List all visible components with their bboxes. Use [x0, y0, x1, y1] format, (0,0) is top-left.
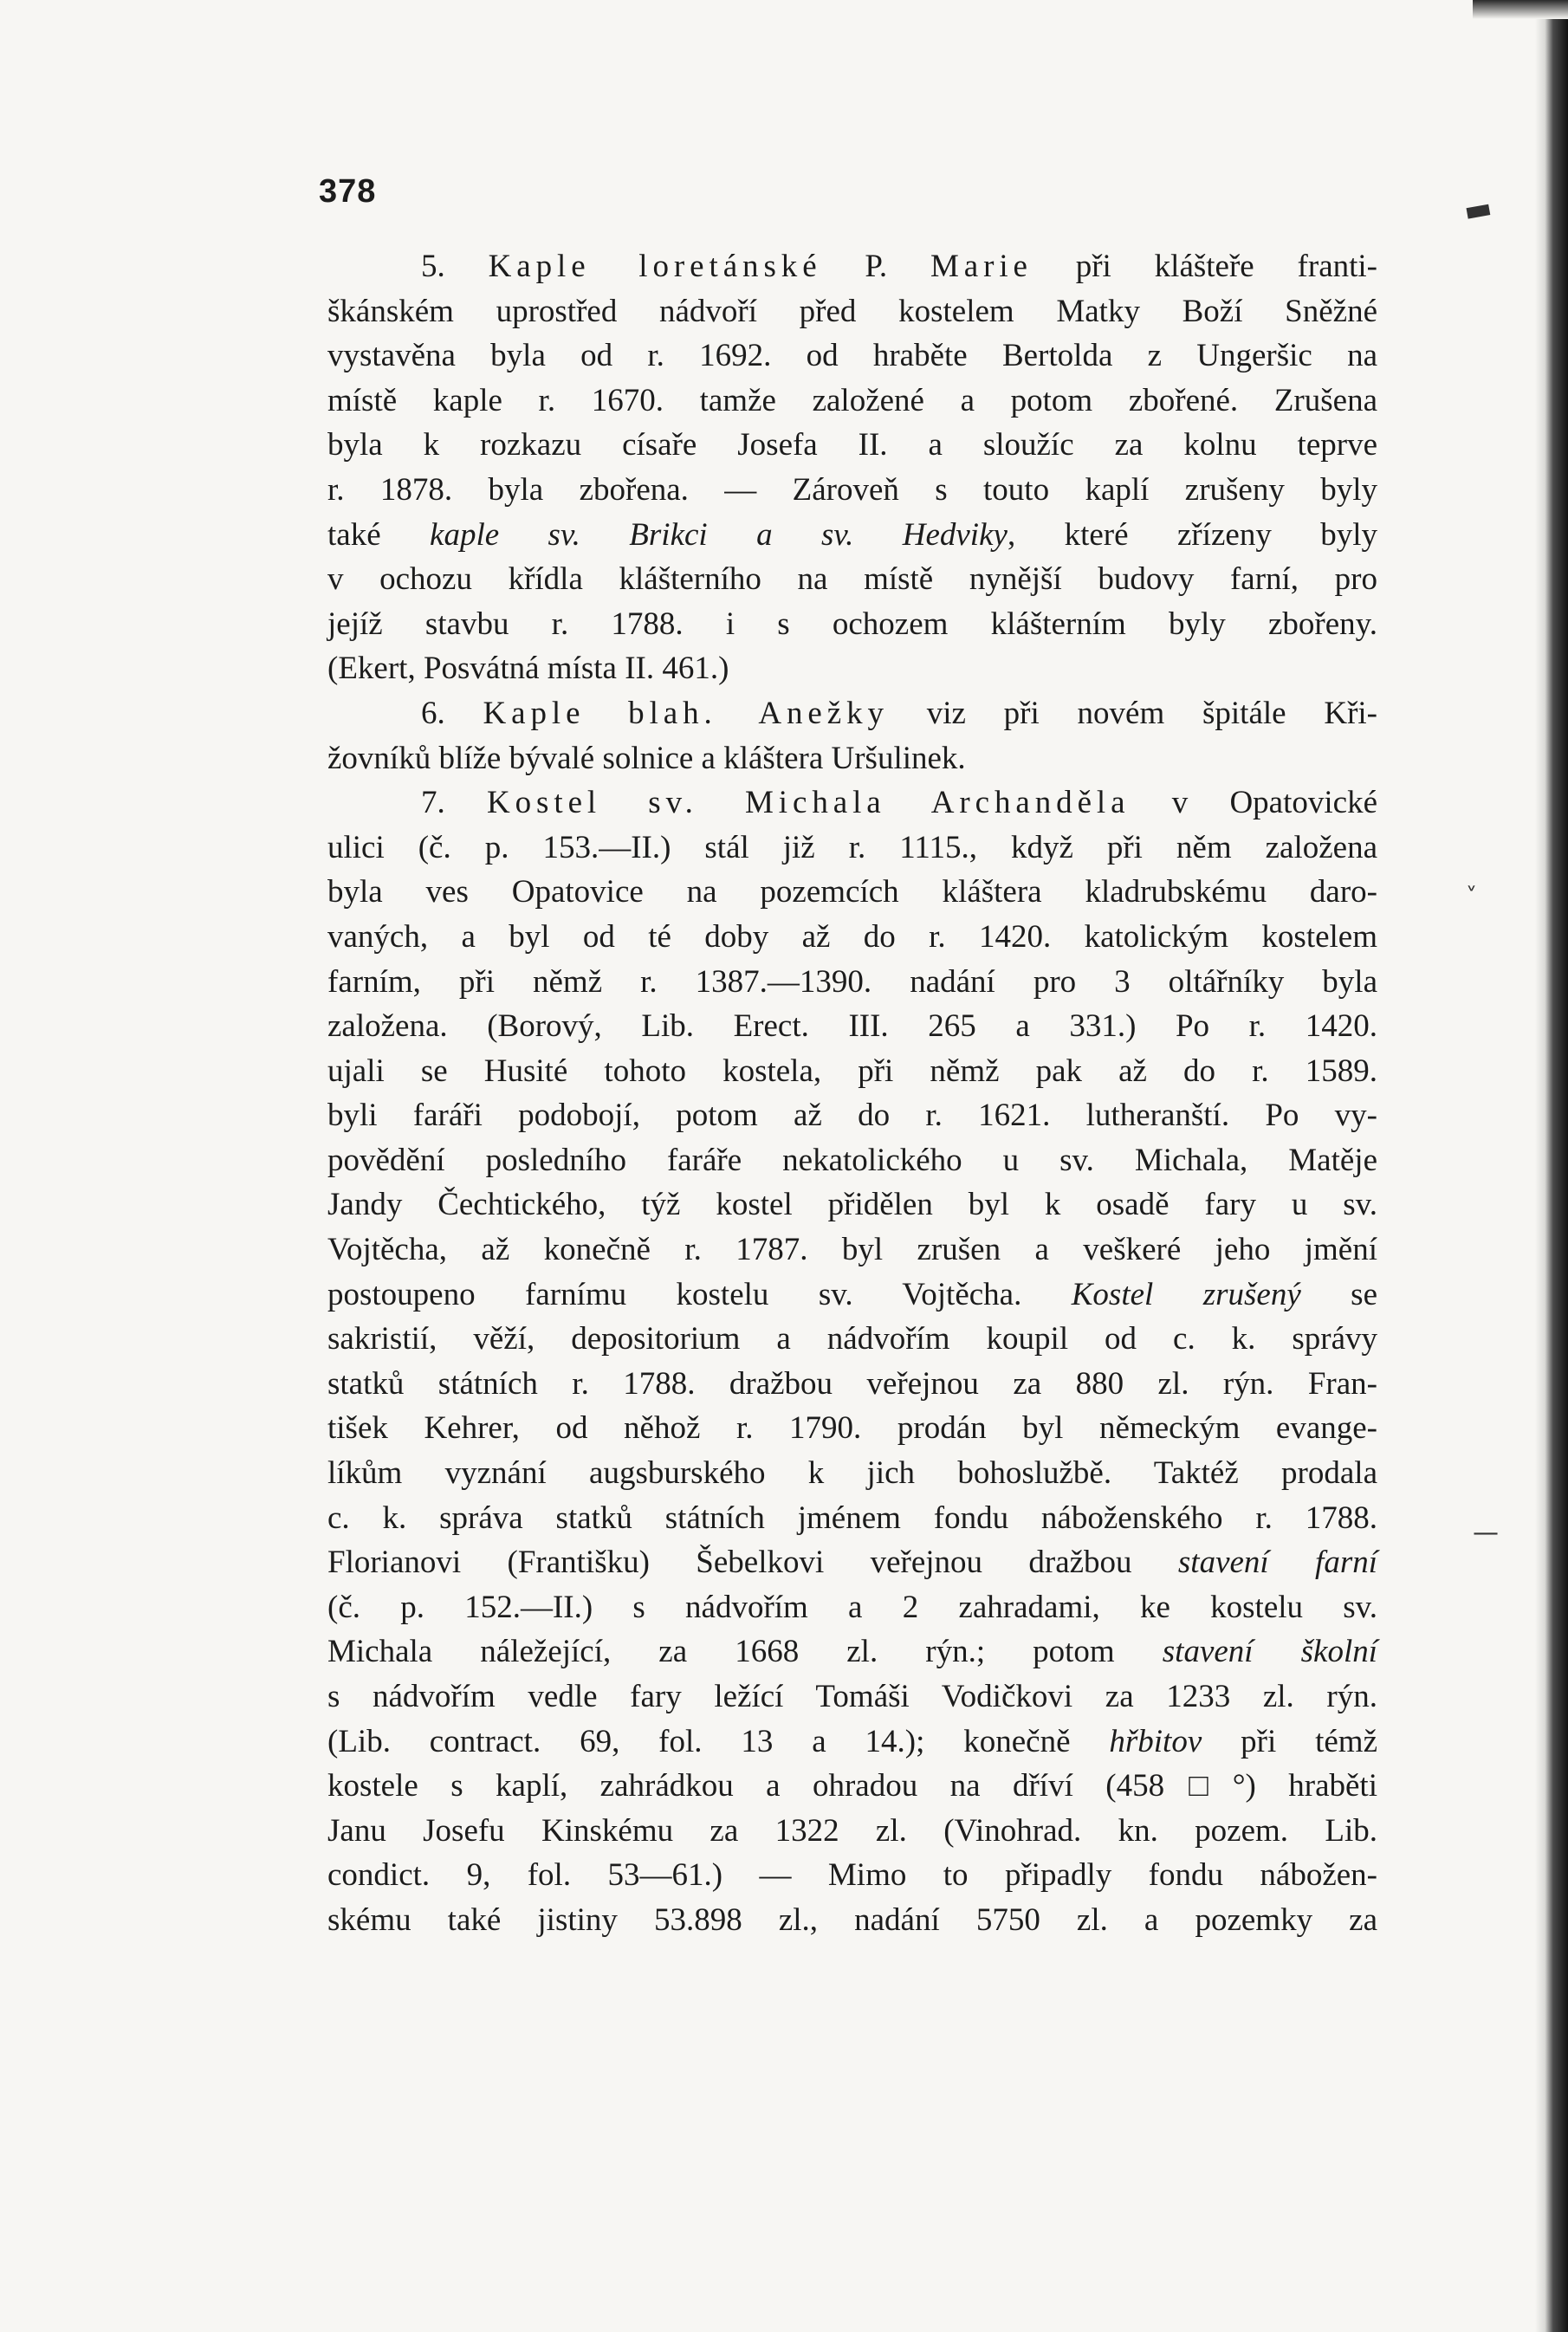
body-text — [327, 244, 1377, 1943]
text-segment: c. k. správa statků státních jménem fondu náboženského r. 1788. — [327, 1500, 1377, 1536]
scan-mark-middle: ˅ — [1466, 884, 1477, 910]
text-segment: skému také jistiny 53.898 zl., nadání 5750 zl. a pozemky za — [327, 1901, 1377, 1938]
text-line — [327, 1898, 1377, 1943]
text-line — [327, 468, 1377, 513]
text-segment: líkům vyznání augsburského k jich bohoslužbě. Taktéž prodala — [327, 1455, 1377, 1492]
text-line — [327, 1182, 1377, 1228]
text-segment: se — [1300, 1276, 1377, 1312]
text-segment: vystavěna byla od r. 1692. od hraběte Bertolda z Ungeršic na — [327, 338, 1377, 374]
text-line — [327, 646, 1377, 691]
spaced-heading: Kostel sv. Michala Archanděla — [487, 785, 1131, 821]
text-line — [327, 1406, 1377, 1451]
text-line — [327, 1451, 1377, 1496]
text-segment: farním, při němž r. 1387.—1390. nadání pro 3 oltářníky byla — [327, 963, 1377, 1000]
text-segment: ujali se Husité tohoto kostela, při němž pak až do r. 1589. — [327, 1053, 1377, 1089]
text-segment: Michala náležející, za 1668 zl. rýn.; potom — [327, 1634, 1163, 1670]
text-segment: žovníků blíže bývalé solnice a kláštera Uršulinek. — [327, 740, 966, 776]
text-line — [327, 1496, 1377, 1541]
spaced-heading: Marie — [930, 249, 1033, 284]
spaced-heading: Kaple blah. Anežky — [483, 695, 889, 731]
text-segment: kostele s kaplí, zahrádkou a ohradou na dříví (458□°) hraběti — [327, 1768, 1377, 1804]
text-segment: Janu Josefu Kinskému za 1322 zl. (Vinohrad. kn. pozem. Lib. — [327, 1812, 1377, 1849]
text-line — [327, 1228, 1377, 1273]
page-number: 378 — [319, 173, 377, 210]
text-line — [327, 1317, 1377, 1362]
text-segment: povědění posledního faráře nekatolického u sv. Michala, Matěje — [327, 1142, 1377, 1178]
text-line — [327, 1764, 1377, 1809]
text-segment: také — [327, 516, 431, 553]
text-line — [327, 379, 1377, 424]
text-segment: jejíž stavbu r. 1788. i s ochozem klášterním byly zbořeny. — [327, 606, 1377, 642]
text-line — [327, 870, 1377, 915]
text-segment: byla k rozkazu císaře Josefa II. a sloužíc za kolnu teprve — [327, 427, 1377, 463]
text-segment: Florianovi (Františku) Šebelkovi veřejnou dražbou — [327, 1545, 1178, 1581]
text-segment: při témž — [1202, 1723, 1377, 1759]
text-segment: založena. (Borový, Lib. Erect. III. 265 a 331.) Po r. 1420. — [327, 1008, 1377, 1045]
text-segment: P. — [821, 249, 930, 284]
scan-mark-top: ▬ — [1461, 190, 1495, 230]
text-segment: při klášteře franti- — [1032, 249, 1378, 284]
scan-edge-right — [1535, 0, 1568, 2332]
text-segment: s nádvořím vedle fary ležící Tomáši Vodičkovi za 1233 zl. rýn. — [327, 1679, 1377, 1714]
text-segment: škánském uprostřed nádvoří před kostelem Matky Boží Sněžné — [327, 293, 1377, 329]
text-segment: viz při novém špitále Kři- — [888, 695, 1377, 731]
text-segment: condict. 9, fol. 53—61.) — Mimo to připadly fondu nábožen- — [327, 1857, 1377, 1894]
text-segment: 6. — [421, 695, 483, 731]
text-segment: tišek Kehrer, od něhož r. 1790. prodán byl německým evange- — [327, 1410, 1377, 1447]
text-line — [327, 244, 1377, 289]
text-line — [327, 1629, 1377, 1675]
text-line — [327, 1675, 1377, 1720]
text-line — [327, 826, 1377, 871]
italic-term: hřbitov — [1109, 1723, 1202, 1759]
text-line — [327, 423, 1377, 468]
text-line — [327, 1049, 1377, 1094]
text-segment: statků státních r. 1788. dražbou veřejnou za 880 zl. rýn. Fran- — [327, 1365, 1377, 1402]
text-segment: postoupeno farnímu kostelu sv. Vojtěcha. — [327, 1276, 1072, 1312]
text-line — [327, 334, 1377, 379]
text-segment: byli faráři podobojí, potom až do r. 1621. lutheranští. Po vy- — [327, 1098, 1377, 1134]
text-segment: byla ves Opatovice na pozemcích kláštera kladrubskému darо- — [327, 874, 1377, 910]
text-segment: (Ekert, Posvátná místa II. 461.) — [327, 651, 729, 687]
text-line — [327, 289, 1377, 334]
scan-mark-lower: — — [1473, 1518, 1499, 1548]
text-segment: v ochozu křídla klášterního na místě nynější budovy farní, pro — [327, 561, 1377, 598]
text-segment: místě kaple r. 1670. tamže založené a potom zbořené. Zrušena — [327, 382, 1377, 418]
text-segment: Vojtěcha, až konečně r. 1787. byl zrušen a veškeré jeho jmění — [327, 1232, 1377, 1268]
text-line — [327, 602, 1377, 647]
scan-edge-top — [1473, 0, 1568, 19]
text-line — [327, 1853, 1377, 1898]
text-segment: r. 1878. byla zbořena. — Zároveň s touto kaplí zrušeny byly — [327, 471, 1377, 508]
text-segment: Jandy Čechtického, týž kostel přidělen byl k osadě fary u sv. — [327, 1187, 1377, 1223]
text-segment: v Opatovické — [1130, 785, 1378, 821]
text-segment: , které zřízeny byly — [1007, 516, 1377, 553]
text-segment: vaných, a byl od té doby až do r. 1420. katolickým kostelem — [327, 918, 1377, 955]
text-line — [327, 1809, 1377, 1854]
text-line — [327, 1093, 1377, 1138]
text-segment: sakristií, věží, depositorium a nádvořím koupil od c. k. správy — [327, 1321, 1377, 1357]
text-line — [327, 513, 1377, 558]
text-segment: ulici (č. p. 153.—II.) stál již r. 1115., když při něm založena — [327, 829, 1377, 865]
text-line — [327, 960, 1377, 1005]
italic-term: Kostel zrušený — [1071, 1276, 1301, 1312]
text-line — [327, 1720, 1377, 1765]
text-line — [327, 557, 1377, 602]
text-segment: 7. — [421, 785, 487, 821]
text-line — [327, 1585, 1377, 1630]
text-line — [327, 781, 1377, 826]
text-line — [327, 736, 1377, 781]
spaced-heading: Kaple loretánské — [488, 249, 822, 284]
text-line — [327, 915, 1377, 960]
text-line — [327, 1362, 1377, 1407]
italic-term: stavení školní — [1162, 1634, 1377, 1670]
italic-term: stavení farní — [1177, 1545, 1377, 1581]
text-line — [327, 1004, 1377, 1049]
text-line — [327, 691, 1377, 736]
text-segment: (č. p. 152.—II.) s nádvořím a 2 zahradami, ke kostelu sv. — [327, 1589, 1377, 1625]
text-segment: 5. — [421, 249, 489, 284]
text-segment: (Lib. contract. 69, fol. 13 a 14.); konečně — [327, 1723, 1110, 1759]
text-line — [327, 1540, 1377, 1585]
italic-term: kaple sv. Brikci a sv. Hedviky — [430, 516, 1008, 553]
text-line — [327, 1273, 1377, 1318]
text-line — [327, 1138, 1377, 1183]
